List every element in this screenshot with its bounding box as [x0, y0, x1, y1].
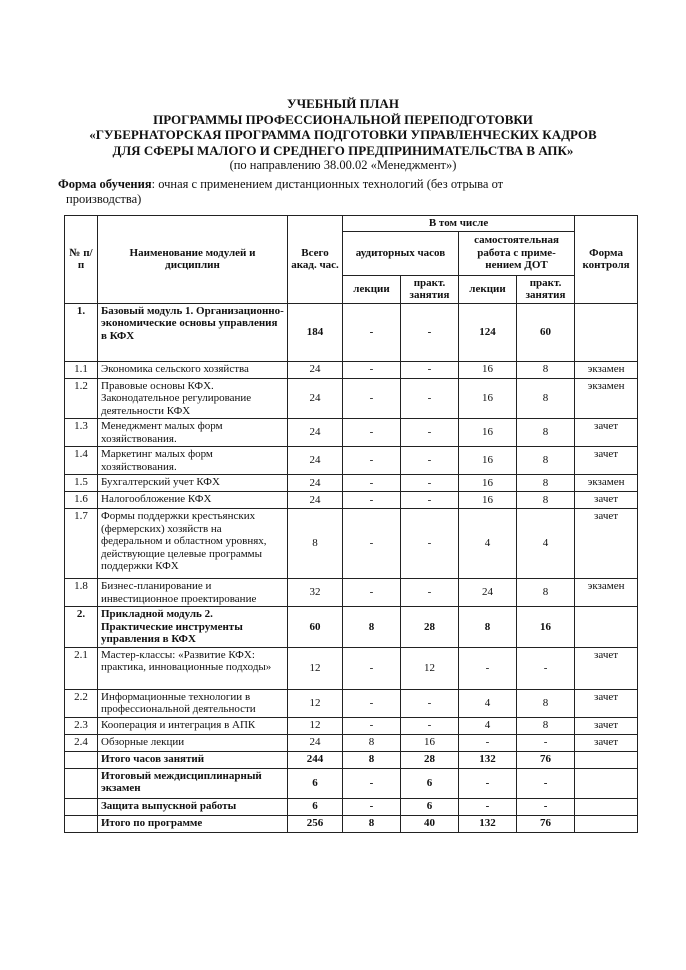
row-number: [65, 798, 98, 815]
row-dot-practice: 8: [517, 579, 575, 607]
row-dot-lectures: 4: [459, 689, 517, 717]
row-dot-practice: 8: [517, 492, 575, 509]
row-number: 1.8: [65, 579, 98, 607]
row-control-form: зачет: [575, 734, 638, 751]
row-dot-lectures: -: [459, 734, 517, 751]
row-control-form: зачет: [575, 419, 638, 447]
row-total-hours: 24: [288, 734, 343, 751]
row-practice: -: [401, 447, 459, 475]
table-row: [65, 419, 638, 447]
row-control-form: зачет: [575, 509, 638, 579]
row-number: [65, 768, 98, 798]
table-row: [65, 768, 638, 798]
table-row: [65, 361, 638, 378]
row-dot-practice: 76: [517, 815, 575, 832]
header-including: В том числе: [343, 216, 575, 232]
row-total-hours: 244: [288, 751, 343, 768]
header-num: № п/п: [65, 216, 98, 304]
row-practice: -: [401, 419, 459, 447]
row-dot-lectures: 16: [459, 361, 517, 378]
row-practice: -: [401, 717, 459, 734]
row-control-form: [575, 607, 638, 648]
row-lectures: -: [343, 768, 401, 798]
row-dot-practice: -: [517, 768, 575, 798]
row-lectures: -: [343, 492, 401, 509]
row-dot-practice: 8: [517, 689, 575, 717]
row-dot-practice: 8: [517, 361, 575, 378]
row-dot-practice: -: [517, 647, 575, 689]
row-total-hours: 256: [288, 815, 343, 832]
table-row: [65, 447, 638, 475]
row-name: Маркетинг малых форм хозяйствования.: [98, 447, 288, 475]
row-number: 2.2: [65, 689, 98, 717]
row-dot-practice: 76: [517, 751, 575, 768]
row-control-form: экзамен: [575, 361, 638, 378]
row-practice: -: [401, 689, 459, 717]
row-number: 1.: [65, 303, 98, 361]
row-total-hours: 32: [288, 579, 343, 607]
row-dot-lectures: 132: [459, 751, 517, 768]
row-total-hours: 8: [288, 509, 343, 579]
study-form: [58, 177, 658, 206]
row-dot-lectures: 124: [459, 303, 517, 361]
table-row: [65, 717, 638, 734]
row-practice: 6: [401, 798, 459, 815]
row-name: Обзорные лекции: [98, 734, 288, 751]
row-number: 1.2: [65, 378, 98, 419]
row-number: 2.: [65, 607, 98, 648]
row-control-form: [575, 798, 638, 815]
row-dot-practice: 4: [517, 509, 575, 579]
row-dot-lectures: -: [459, 798, 517, 815]
row-dot-lectures: 16: [459, 378, 517, 419]
header-practice-dot: практ. занятия: [517, 275, 575, 303]
table-row: [65, 689, 638, 717]
row-control-form: экзамен: [575, 475, 638, 492]
row-control-form: [575, 815, 638, 832]
row-dot-practice: 8: [517, 447, 575, 475]
header-lectures: лекции: [343, 275, 401, 303]
row-lectures: -: [343, 419, 401, 447]
row-practice: -: [401, 509, 459, 579]
table-row: [65, 303, 638, 361]
row-lectures: -: [343, 447, 401, 475]
row-lectures: 8: [343, 734, 401, 751]
row-practice: 28: [401, 751, 459, 768]
row-name: Защита выпускной работы: [98, 798, 288, 815]
row-total-hours: 12: [288, 689, 343, 717]
row-lectures: -: [343, 798, 401, 815]
table-row: [65, 378, 638, 419]
row-number: 1.4: [65, 447, 98, 475]
row-lectures: -: [343, 647, 401, 689]
row-practice: -: [401, 475, 459, 492]
table-row: [65, 798, 638, 815]
row-name: Кооперация и интеграция в АПК: [98, 717, 288, 734]
row-name: Мастер-классы: «Развитие КФХ: практика, инновационные подходы»: [98, 647, 288, 689]
row-dot-practice: 16: [517, 607, 575, 648]
title-line-3: «ГУБЕРНАТОРСКАЯ ПРОГРАММА ПОДГОТОВКИ УПРАВЛЕНЧЕСКИХ КАДРОВ: [89, 127, 597, 142]
header-name: Наименование модулей и дисциплин: [98, 216, 288, 304]
study-form-value-continued: производства): [66, 191, 142, 206]
row-dot-practice: -: [517, 798, 575, 815]
row-practice: 16: [401, 734, 459, 751]
row-name: Менеджмент малых форм хозяйствования.: [98, 419, 288, 447]
row-number: 1.7: [65, 509, 98, 579]
row-control-form: зачет: [575, 717, 638, 734]
table-row: [65, 579, 638, 607]
title-line-2: ПРОГРАММЫ ПРОФЕССИОНАЛЬНОЙ ПЕРЕПОДГОТОВКИ: [153, 111, 533, 127]
row-lectures: 8: [343, 815, 401, 832]
row-dot-lectures: 24: [459, 579, 517, 607]
row-dot-lectures: 16: [459, 419, 517, 447]
title-line-4: ДЛЯ СФЕРЫ МАЛОГО И СРЕДНЕГО ПРЕДПРИНИМАТЕЛЬСТВА В АПК»: [112, 142, 574, 158]
row-practice: -: [401, 579, 459, 607]
row-dot-practice: -: [517, 734, 575, 751]
row-dot-lectures: 16: [459, 447, 517, 475]
document-title: [0, 96, 686, 173]
row-total-hours: 24: [288, 361, 343, 378]
table-row: [65, 751, 638, 768]
row-practice: -: [401, 492, 459, 509]
table-row: [65, 492, 638, 509]
header-lectures-dot: лекции: [459, 275, 517, 303]
row-lectures: -: [343, 378, 401, 419]
table-row: [65, 647, 638, 689]
row-dot-lectures: 16: [459, 475, 517, 492]
header-classroom: аудиторных часов: [343, 231, 459, 275]
row-total-hours: 60: [288, 607, 343, 648]
header-total: Всего акад. час.: [288, 216, 343, 304]
row-lectures: 8: [343, 607, 401, 648]
row-name: Итого часов занятий: [98, 751, 288, 768]
row-number: 1.3: [65, 419, 98, 447]
row-number: 2.1: [65, 647, 98, 689]
row-lectures: -: [343, 689, 401, 717]
row-total-hours: 6: [288, 798, 343, 815]
row-practice: -: [401, 303, 459, 361]
row-dot-lectures: -: [459, 768, 517, 798]
curriculum-table: [64, 215, 638, 833]
row-control-form: зачет: [575, 492, 638, 509]
row-practice: -: [401, 378, 459, 419]
row-name: Итоговый междисциплинарный экзамен: [98, 768, 288, 798]
table-row: [65, 734, 638, 751]
row-name: Бизнес-планирование и инвестиционное проектирование: [98, 579, 288, 607]
row-number: 2.3: [65, 717, 98, 734]
row-name: Итого по программе: [98, 815, 288, 832]
row-total-hours: 24: [288, 475, 343, 492]
row-control-form: экзамен: [575, 378, 638, 419]
row-name: Информационные технологии в профессиональной деятельности: [98, 689, 288, 717]
study-form-value: : очная с применением дистанционных технологий (без отрыва от: [151, 177, 504, 191]
row-control-form: экзамен: [575, 579, 638, 607]
row-dot-practice: 8: [517, 419, 575, 447]
row-practice: 28: [401, 607, 459, 648]
row-lectures: -: [343, 717, 401, 734]
row-name: Базовый модуль 1. Организационно-экономические основы управления в КФХ: [98, 303, 288, 361]
row-total-hours: 12: [288, 717, 343, 734]
row-number: 2.4: [65, 734, 98, 751]
row-control-form: [575, 768, 638, 798]
title-line-1: УЧЕБНЫЙ ПЛАН: [287, 96, 399, 111]
row-practice: 40: [401, 815, 459, 832]
row-dot-practice: 60: [517, 303, 575, 361]
row-lectures: -: [343, 361, 401, 378]
direction-subtitle: (по направлению 38.00.02 «Менеджмент»): [229, 158, 457, 172]
row-practice: -: [401, 361, 459, 378]
row-number: [65, 815, 98, 832]
row-lectures: 8: [343, 751, 401, 768]
row-control-form: [575, 751, 638, 768]
header-control: Форма контроля: [575, 216, 638, 304]
row-number: 1.1: [65, 361, 98, 378]
row-name: Правовые основы КФХ. Законодательное регулирование деятельности КФХ: [98, 378, 288, 419]
row-dot-practice: 8: [517, 717, 575, 734]
row-name: Прикладной модуль 2. Практические инструменты управления в КФХ: [98, 607, 288, 648]
row-total-hours: 24: [288, 419, 343, 447]
row-total-hours: 24: [288, 492, 343, 509]
row-name: Формы поддержки крестьянских (фермерских) хозяйств на федеральном и областном уровнях, действующие целевые программы поддержки КФХ: [98, 509, 288, 579]
row-name: Экономика сельского хозяйства: [98, 361, 288, 378]
row-name: Налогообложение КФХ: [98, 492, 288, 509]
header-practice: практ. занятия: [401, 275, 459, 303]
row-total-hours: 24: [288, 447, 343, 475]
row-dot-practice: 8: [517, 475, 575, 492]
row-dot-practice: 8: [517, 378, 575, 419]
row-dot-lectures: 8: [459, 607, 517, 648]
row-control-form: [575, 303, 638, 361]
row-total-hours: 6: [288, 768, 343, 798]
row-dot-lectures: 4: [459, 717, 517, 734]
row-number: 1.6: [65, 492, 98, 509]
row-control-form: зачет: [575, 689, 638, 717]
row-total-hours: 24: [288, 378, 343, 419]
row-lectures: -: [343, 509, 401, 579]
row-dot-lectures: 132: [459, 815, 517, 832]
table-row: [65, 815, 638, 832]
row-practice: 6: [401, 768, 459, 798]
table-row: [65, 607, 638, 648]
row-number: [65, 751, 98, 768]
row-dot-lectures: 16: [459, 492, 517, 509]
table-row: [65, 475, 638, 492]
row-lectures: -: [343, 475, 401, 492]
header-selfstudy: самостоятельная работа с приме-нением ДОТ: [459, 231, 575, 275]
row-dot-lectures: 4: [459, 509, 517, 579]
table-row: [65, 509, 638, 579]
row-lectures: -: [343, 579, 401, 607]
row-control-form: зачет: [575, 647, 638, 689]
row-total-hours: 184: [288, 303, 343, 361]
row-control-form: зачет: [575, 447, 638, 475]
row-number: 1.5: [65, 475, 98, 492]
row-total-hours: 12: [288, 647, 343, 689]
study-form-label: Форма обучения: [58, 177, 152, 191]
row-name: Бухгалтерский учет КФХ: [98, 475, 288, 492]
row-practice: 12: [401, 647, 459, 689]
row-lectures: -: [343, 303, 401, 361]
row-dot-lectures: -: [459, 647, 517, 689]
